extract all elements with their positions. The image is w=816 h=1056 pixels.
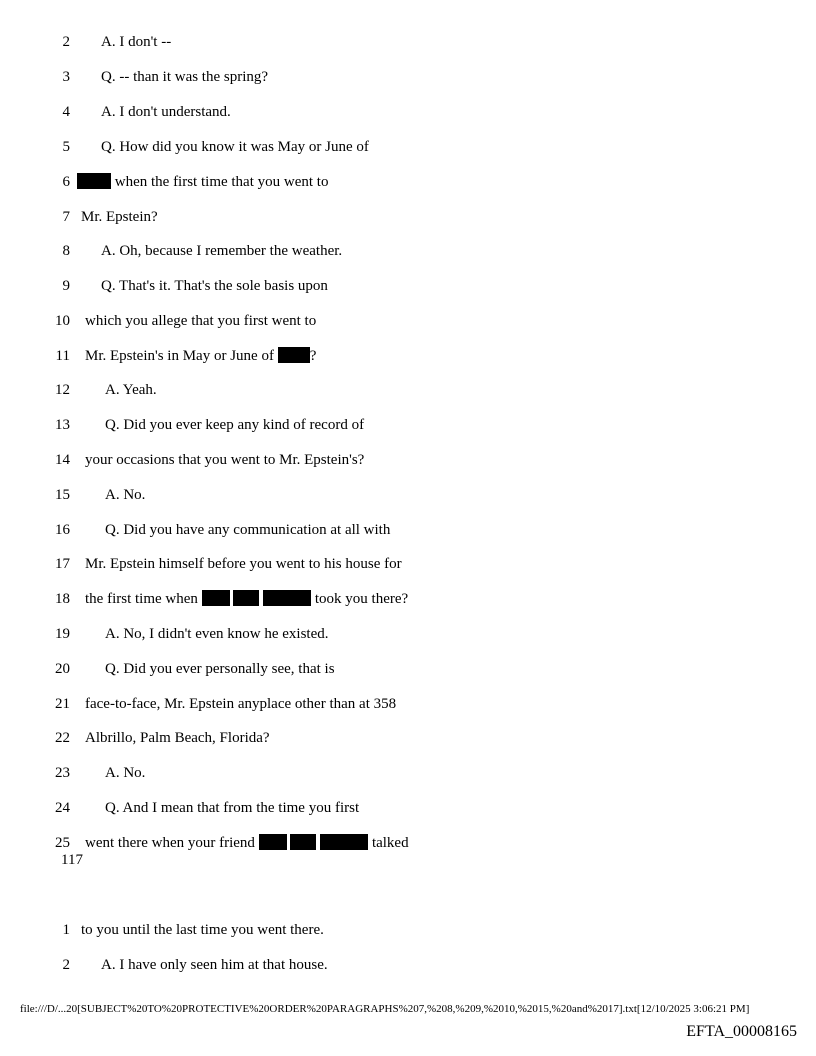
line-number: 2 <box>62 957 70 973</box>
line-text: Q. That's it. That's the sole basis upon <box>101 278 328 294</box>
line-number: 23 <box>55 765 70 781</box>
line-text: Q. And I mean that from the time you first <box>105 800 360 816</box>
redaction-box <box>263 590 311 606</box>
line-number: 13 <box>55 417 70 433</box>
line-number: 18 <box>55 591 70 607</box>
line-text: when the first time that you went to <box>111 174 329 190</box>
line-number: 21 <box>55 696 70 712</box>
redaction-box <box>320 834 368 850</box>
line-text: Q. Did you ever keep any kind of record of <box>105 417 365 433</box>
line-text: Q. Did you ever personally see, that is <box>105 661 335 677</box>
line-text: face-to-face, Mr. Epstein anyplace other than at 358 <box>85 696 397 712</box>
line-text: Mr. Epstein himself before you went to his house for <box>85 556 402 572</box>
line-text: Q. Did you have any communication at all with <box>105 522 391 538</box>
line-number: 2 <box>62 34 70 50</box>
line-text: to you until the last time you went there. <box>81 922 324 938</box>
line-text: Q. -- than it was the spring? <box>101 69 269 85</box>
page-number: 117 <box>61 852 83 868</box>
line-text-end: took you there? <box>314 591 409 607</box>
line-text: Mr. Epstein's in May or June of <box>85 348 274 364</box>
redaction-box <box>77 173 111 189</box>
line-text: A. No. <box>105 765 146 781</box>
line-number: 14 <box>55 452 70 468</box>
line-text: which you allege that you first went to <box>85 313 317 329</box>
line-text: Mr. Epstein? <box>81 209 158 225</box>
line-text: A. Oh, because I remember the weather. <box>101 243 343 259</box>
line-text-end: ? <box>309 348 317 364</box>
line-text: A. I have only seen him at that house. <box>101 957 328 973</box>
line-number: 16 <box>55 522 70 538</box>
bates-number: EFTA_00008165 <box>686 1023 797 1040</box>
line-number: 8 <box>62 243 70 259</box>
footer-file-path: file:///D/...20[SUBJECT%20TO%20PROTECTIVE%20ORDER%20PARAGRAPHS%207,%208,%209,%2010,%2015,%20and%2017].txt[12/10/2025 3:06:21 PM] <box>20 1003 750 1015</box>
line-number: 24 <box>55 800 70 816</box>
line-text-end: talked <box>371 835 409 851</box>
line-number: 11 <box>55 348 70 364</box>
line-text: your occasions that you went to Mr. Epstein's? <box>85 452 365 468</box>
line-text: Albrillo, Palm Beach, Florida? <box>85 730 270 746</box>
line-text: Q. How did you know it was May or June of <box>101 139 369 155</box>
line-number: 25 <box>55 835 70 851</box>
line-number: 9 <box>62 278 70 294</box>
line-number: 1 <box>62 922 70 938</box>
line-text: A. I don't understand. <box>101 104 231 120</box>
line-text: went there when your friend <box>85 835 255 851</box>
line-number: 7 <box>62 209 70 225</box>
line-number: 10 <box>55 313 70 329</box>
line-number: 5 <box>62 139 70 155</box>
line-number: 20 <box>55 661 70 677</box>
redaction-box <box>202 590 230 606</box>
line-number: 4 <box>62 104 70 120</box>
line-text: A. Yeah. <box>105 382 157 398</box>
redaction-box <box>259 834 287 850</box>
redaction-box <box>278 347 310 363</box>
redaction-box <box>290 834 316 850</box>
line-text: A. No. <box>105 487 146 503</box>
line-number: 22 <box>55 730 70 746</box>
line-number: 3 <box>62 69 70 85</box>
line-number: 12 <box>55 382 70 398</box>
line-text: the first time when <box>85 591 198 607</box>
line-number: 6 <box>62 174 70 190</box>
redaction-box <box>233 590 259 606</box>
line-number: 17 <box>55 556 70 572</box>
line-text: A. No, I didn't even know he existed. <box>105 626 329 642</box>
line-text: A. I don't -- <box>101 34 172 50</box>
line-number: 15 <box>55 487 70 503</box>
line-number: 19 <box>55 626 70 642</box>
